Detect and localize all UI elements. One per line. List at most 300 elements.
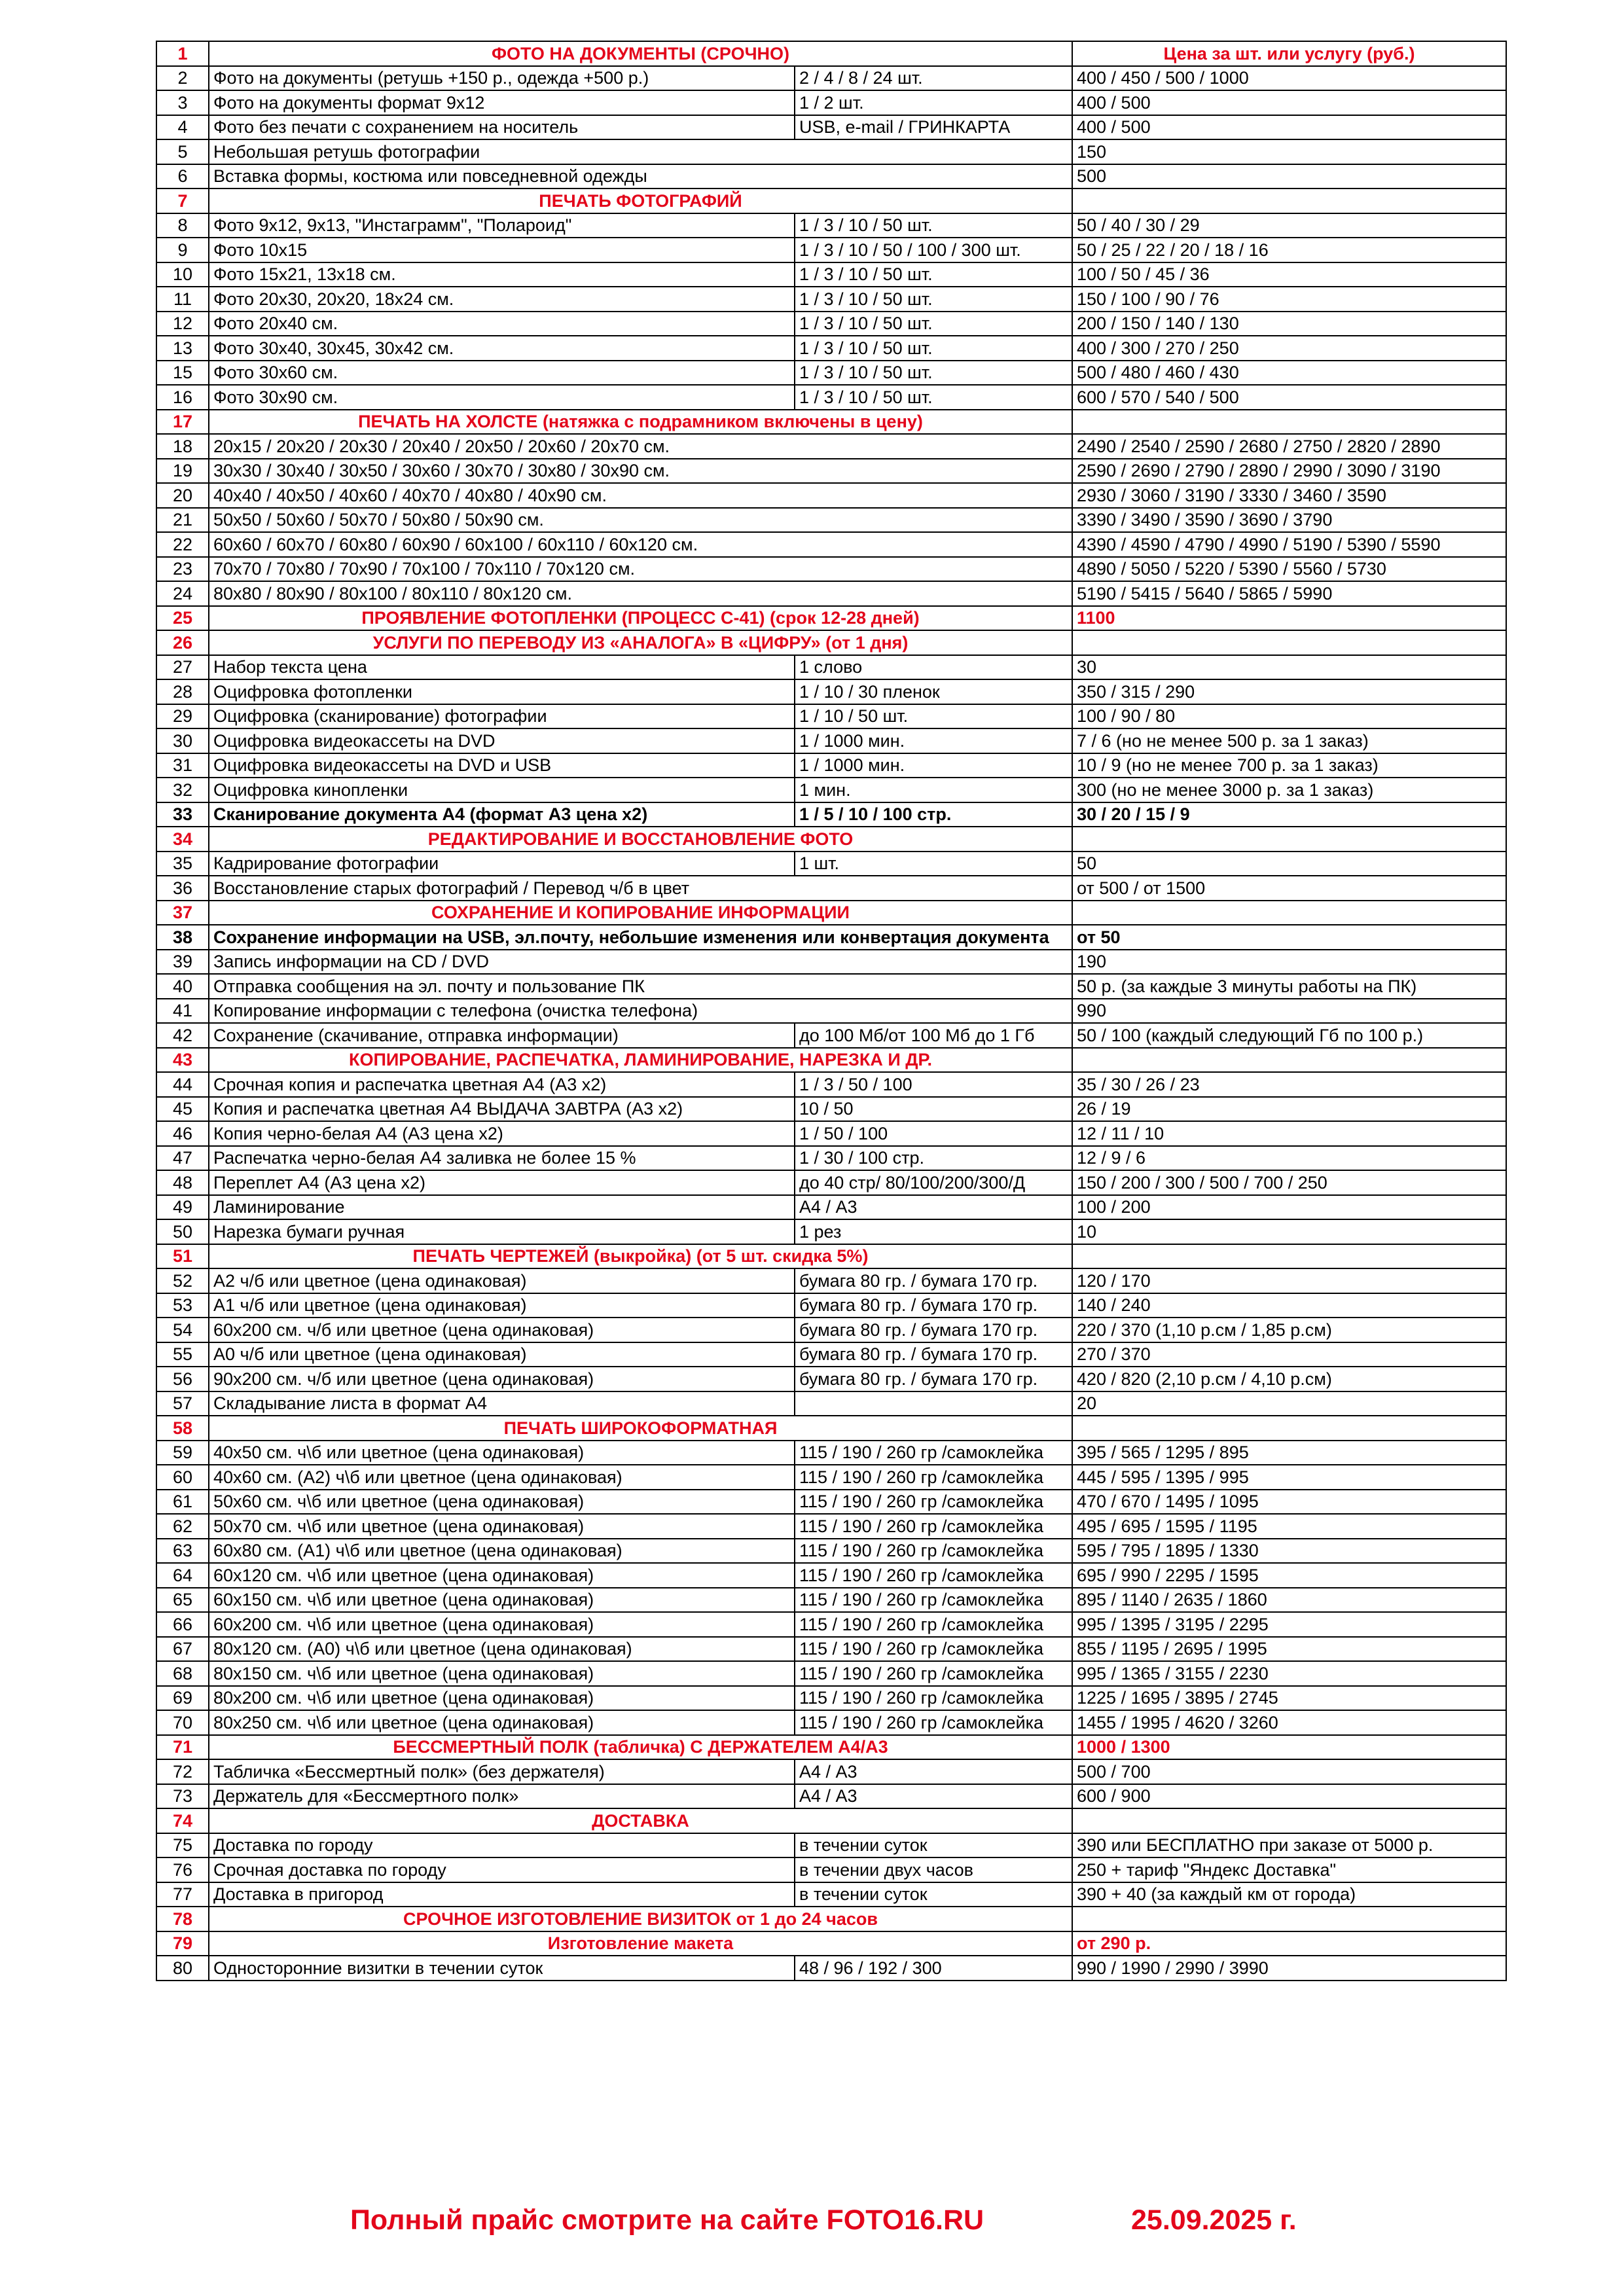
table-row	[156, 287, 1506, 312]
table-row	[156, 557, 1506, 582]
table-row	[156, 778, 1506, 802]
service-name: Доставка по городу	[209, 1833, 795, 1858]
service-price: 10	[1072, 1219, 1506, 1244]
service-price: 50	[1072, 852, 1506, 876]
service-name: Восстановление старых фотографий / Перевод ч/б в цвет	[209, 876, 1072, 901]
service-quantity: 1 мин.	[795, 778, 1072, 802]
table-row	[156, 1465, 1506, 1490]
row-number: 18	[156, 434, 209, 459]
service-quantity: 1 / 50 / 100	[795, 1121, 1072, 1146]
table-row	[156, 1268, 1506, 1293]
service-quantity: 115 / 190 / 260 гр /самоклейка	[795, 1490, 1072, 1515]
service-name: Односторонние визитки в течении суток	[209, 1956, 795, 1981]
service-quantity: 1 / 2 шт.	[795, 90, 1072, 115]
section-price	[1072, 410, 1506, 435]
service-name: Фото 30х40, 30х45, 30х42 см.	[209, 336, 795, 361]
row-number: 15	[156, 361, 209, 386]
service-price: 445 / 595 / 1395 / 995	[1072, 1465, 1506, 1490]
row-number: 48	[156, 1170, 209, 1195]
service-name: 70х70 / 70х80 / 70х90 / 70х100 / 70х110 / 70х120 см.	[209, 557, 1072, 582]
section-title: РЕДАКТИРОВАНИЕ И ВОССТАНОВЛЕНИЕ ФОТО	[209, 827, 1072, 852]
service-price: 50 / 25 / 22 / 20 / 18 / 16	[1072, 238, 1506, 262]
row-number: 54	[156, 1318, 209, 1342]
price-table	[156, 41, 1507, 1981]
service-price: от 500 / от 1500	[1072, 876, 1506, 901]
row-number: 49	[156, 1195, 209, 1220]
row-number: 75	[156, 1833, 209, 1858]
section-title: БЕССМЕРТНЫЙ ПОЛК (табличка) С ДЕРЖАТЕЛЕМ А4/А3	[209, 1735, 1072, 1760]
service-name: Сканирование документа А4 (формат А3 цена х2)	[209, 802, 795, 827]
row-number: 57	[156, 1391, 209, 1416]
service-price: 1225 / 1695 / 3895 / 2745	[1072, 1686, 1506, 1711]
table-row	[156, 1686, 1506, 1711]
section-header-row	[156, 606, 1506, 631]
row-number: 61	[156, 1490, 209, 1515]
service-name: Копирование информации с телефона (очистка телефона)	[209, 999, 1072, 1024]
table-row	[156, 336, 1506, 361]
section-title: ПРОЯВЛЕНИЕ ФОТОПЛЕНКИ (ПРОЦЕСС С-41) (срок 12-28 дней)	[209, 606, 1072, 631]
row-number: 22	[156, 532, 209, 557]
service-name: Запись информации на CD / DVD	[209, 950, 1072, 975]
service-price: 120 / 170	[1072, 1268, 1506, 1293]
service-name: Фото на документы (ретушь +150 р., одежда +500 р.)	[209, 66, 795, 91]
row-number: 40	[156, 974, 209, 999]
service-quantity: 48 / 96 / 192 / 300	[795, 1956, 1072, 1981]
table-row	[156, 1612, 1506, 1637]
service-name: 20х15 / 20х20 / 20х30 / 20х40 / 20х50 / 20х60 / 20х70 см.	[209, 434, 1072, 459]
row-number: 1	[156, 41, 209, 66]
section-title: ФОТО НА ДОКУМЕНТЫ (СРОЧНО)	[209, 41, 1072, 66]
row-number: 28	[156, 679, 209, 704]
row-number: 51	[156, 1244, 209, 1269]
service-quantity: 1 / 1000 мин.	[795, 753, 1072, 778]
service-price: 50 / 100 (каждый следующий Гб по 100 р.)	[1072, 1023, 1506, 1048]
table-row	[156, 1759, 1506, 1784]
row-number: 69	[156, 1686, 209, 1711]
row-number: 64	[156, 1563, 209, 1588]
service-name: Копия и распечатка цветная А4 ВЫДАЧА ЗАВТРА (А3 х2)	[209, 1097, 795, 1122]
service-price: 10 / 9 (но не менее 700 р. за 1 заказ)	[1072, 753, 1506, 778]
service-name: 50х50 / 50х60 / 50х70 / 50х80 / 50х90 см.	[209, 508, 1072, 533]
service-price: 500 / 700	[1072, 1759, 1506, 1784]
row-number: 76	[156, 1857, 209, 1882]
service-quantity: 115 / 190 / 260 гр /самоклейка	[795, 1588, 1072, 1613]
service-price: 500 / 480 / 460 / 430	[1072, 361, 1506, 386]
service-price: 20	[1072, 1391, 1506, 1416]
row-number: 59	[156, 1441, 209, 1465]
service-quantity: бумага 80 гр. / бумага 170 гр.	[795, 1367, 1072, 1391]
footer-website-note: Полный прайс смотрите на сайте FOTO16.RU	[350, 2204, 984, 2236]
table-row	[156, 213, 1506, 238]
service-name: Фото 20х30, 20х20, 18х24 см.	[209, 287, 795, 312]
service-quantity: 115 / 190 / 260 гр /самоклейка	[795, 1710, 1072, 1735]
row-number: 60	[156, 1465, 209, 1490]
row-number: 27	[156, 655, 209, 680]
service-quantity: 1 / 1000 мин.	[795, 728, 1072, 753]
service-name: 60х200 см. ч\б или цветное (цена одинаковая)	[209, 1612, 795, 1637]
table-row	[156, 1882, 1506, 1907]
row-number: 38	[156, 925, 209, 950]
section-price: от 290 р.	[1072, 1931, 1506, 1956]
row-number: 80	[156, 1956, 209, 1981]
row-number: 9	[156, 238, 209, 262]
row-number: 41	[156, 999, 209, 1024]
row-number: 67	[156, 1637, 209, 1662]
row-number: 70	[156, 1710, 209, 1735]
table-row	[156, 532, 1506, 557]
table-row	[156, 1710, 1506, 1735]
section-title: ПЕЧАТЬ НА ХОЛСТЕ (натяжка с подрамником включены в цену)	[209, 410, 1072, 435]
service-name: Небольшая ретушь фотографии	[209, 139, 1072, 164]
service-name: Срочная доставка по городу	[209, 1857, 795, 1882]
table-row	[156, 164, 1506, 189]
service-price: 400 / 500	[1072, 115, 1506, 140]
service-price: 300 (но не менее 3000 р. за 1 заказ)	[1072, 778, 1506, 802]
service-price: 4890 / 5050 / 5220 / 5390 / 5560 / 5730	[1072, 557, 1506, 582]
table-row	[156, 1293, 1506, 1318]
table-row	[156, 1857, 1506, 1882]
row-number: 66	[156, 1612, 209, 1637]
row-number: 23	[156, 557, 209, 582]
service-quantity: 115 / 190 / 260 гр /самоклейка	[795, 1441, 1072, 1465]
service-name: Оцифровка (сканирование) фотографии	[209, 704, 795, 729]
service-name: А2 ч/б или цветное (цена одинаковая)	[209, 1268, 795, 1293]
section-header-row	[156, 410, 1506, 435]
service-price: 12 / 9 / 6	[1072, 1146, 1506, 1171]
table-row	[156, 679, 1506, 704]
table-row	[156, 1661, 1506, 1686]
service-price: 50 / 40 / 30 / 29	[1072, 213, 1506, 238]
service-price: 30	[1072, 655, 1506, 680]
table-row	[156, 262, 1506, 287]
row-number: 58	[156, 1416, 209, 1441]
service-name: 40х60 см. (А2) ч\б или цветное (цена одинаковая)	[209, 1465, 795, 1490]
row-number: 63	[156, 1539, 209, 1564]
service-name: 60х80 см. (А1) ч\б или цветное (цена одинаковая)	[209, 1539, 795, 1564]
section-header-row	[156, 188, 1506, 213]
row-number: 7	[156, 188, 209, 213]
section-header-row	[156, 1244, 1506, 1269]
service-quantity: 1 / 3 / 10 / 50 шт.	[795, 213, 1072, 238]
price-table-body	[156, 41, 1506, 1981]
service-name: 40х40 / 40х50 / 40х60 / 40х70 / 40х80 / 40х90 см.	[209, 483, 1072, 508]
service-quantity: А4 / А3	[795, 1195, 1072, 1220]
section-header-row	[156, 1808, 1506, 1833]
service-quantity: 1 / 3 / 10 / 50 шт.	[795, 262, 1072, 287]
service-price: от 50	[1072, 925, 1506, 950]
service-price: 250 + тариф "Яндекс Доставка"	[1072, 1857, 1506, 1882]
service-quantity: 115 / 190 / 260 гр /самоклейка	[795, 1686, 1072, 1711]
service-price: 190	[1072, 950, 1506, 975]
table-row	[156, 1318, 1506, 1342]
table-row	[156, 1195, 1506, 1220]
service-name: Сохранение информации на USB, эл.почту, небольшие изменения или конвертация документа	[209, 925, 1072, 950]
row-number: 31	[156, 753, 209, 778]
row-number: 42	[156, 1023, 209, 1048]
row-number: 4	[156, 115, 209, 140]
section-title: КОПИРОВАНИЕ, РАСПЕЧАТКА, ЛАМИНИРОВАНИЕ, НАРЕЗКА И ДР.	[209, 1048, 1072, 1073]
row-number: 55	[156, 1342, 209, 1367]
table-row	[156, 581, 1506, 606]
service-quantity: до 100 Мб/от 100 Мб до 1 Гб	[795, 1023, 1072, 1048]
section-title: СОХРАНЕНИЕ И КОПИРОВАНИЕ ИНФОРМАЦИИ	[209, 901, 1072, 925]
table-row	[156, 728, 1506, 753]
table-row	[156, 1588, 1506, 1613]
section-title: ДОСТАВКА	[209, 1808, 1072, 1833]
service-price: 4390 / 4590 / 4790 / 4990 / 5190 / 5390 / 5590	[1072, 532, 1506, 557]
table-row	[156, 1563, 1506, 1588]
service-price: 150	[1072, 139, 1506, 164]
service-price: 2930 / 3060 / 3190 / 3330 / 3460 / 3590	[1072, 483, 1506, 508]
service-quantity: 1 / 3 / 10 / 50 шт.	[795, 361, 1072, 386]
service-price: 400 / 300 / 270 / 250	[1072, 336, 1506, 361]
row-number: 30	[156, 728, 209, 753]
section-price	[1072, 188, 1506, 213]
service-price: 100 / 200	[1072, 1195, 1506, 1220]
service-name: Сохранение (скачивание, отправка информации)	[209, 1023, 795, 1048]
service-quantity: А4 / А3	[795, 1759, 1072, 1784]
service-quantity: в течении двух часов	[795, 1857, 1072, 1882]
service-price: 100 / 90 / 80	[1072, 704, 1506, 729]
row-number: 20	[156, 483, 209, 508]
row-number: 56	[156, 1367, 209, 1391]
service-name: Набор текста цена	[209, 655, 795, 680]
section-header-row	[156, 1416, 1506, 1441]
service-price: 695 / 990 / 2295 / 1595	[1072, 1563, 1506, 1588]
row-number: 62	[156, 1514, 209, 1539]
row-number: 52	[156, 1268, 209, 1293]
table-row	[156, 434, 1506, 459]
service-price: 50 р. (за каждые 3 минуты работы на ПК)	[1072, 974, 1506, 999]
section-price	[1072, 630, 1506, 655]
service-price: 350 / 315 / 290	[1072, 679, 1506, 704]
row-number: 11	[156, 287, 209, 312]
service-price: 400 / 450 / 500 / 1000	[1072, 66, 1506, 91]
service-name: Оцифровка видеокассеты на DVD и USB	[209, 753, 795, 778]
service-name: Оцифровка фотопленки	[209, 679, 795, 704]
row-number: 19	[156, 459, 209, 484]
table-row	[156, 655, 1506, 680]
service-quantity: 115 / 190 / 260 гр /самоклейка	[795, 1612, 1072, 1637]
service-name: 50х60 см. ч\б или цветное (цена одинаковая)	[209, 1490, 795, 1515]
table-row	[156, 508, 1506, 533]
service-price: 595 / 795 / 1895 / 1330	[1072, 1539, 1506, 1564]
service-name: Складывание листа в формат А4	[209, 1391, 795, 1416]
table-row	[156, 950, 1506, 975]
service-quantity: 1 / 10 / 50 шт.	[795, 704, 1072, 729]
service-name: Оцифровка кинопленки	[209, 778, 795, 802]
service-name: 80х150 см. ч\б или цветное (цена одинаковая)	[209, 1661, 795, 1686]
table-row	[156, 459, 1506, 484]
table-row	[156, 753, 1506, 778]
service-name: Ламинирование	[209, 1195, 795, 1220]
service-quantity: 1 / 5 / 10 / 100 стр.	[795, 802, 1072, 827]
service-quantity: 1 слово	[795, 655, 1072, 680]
section-header-row	[156, 1907, 1506, 1931]
row-number: 72	[156, 1759, 209, 1784]
service-price: 470 / 670 / 1495 / 1095	[1072, 1490, 1506, 1515]
section-price	[1072, 901, 1506, 925]
row-number: 37	[156, 901, 209, 925]
section-price	[1072, 827, 1506, 852]
service-quantity: в течении суток	[795, 1833, 1072, 1858]
table-row	[156, 66, 1506, 91]
row-number: 43	[156, 1048, 209, 1073]
service-price: 990 / 1990 / 2990 / 3990	[1072, 1956, 1506, 1981]
section-title: ПЕЧАТЬ ФОТОГРАФИЙ	[209, 188, 1072, 213]
service-price: 2590 / 2690 / 2790 / 2890 / 2990 / 3090 / 3190	[1072, 459, 1506, 484]
service-quantity: 2 / 4 / 8 / 24 шт.	[795, 66, 1072, 91]
row-number: 32	[156, 778, 209, 802]
section-price	[1072, 1907, 1506, 1931]
service-name: 50х70 см. ч\б или цветное (цена одинаковая)	[209, 1514, 795, 1539]
table-row	[156, 876, 1506, 901]
row-number: 8	[156, 213, 209, 238]
row-number: 6	[156, 164, 209, 189]
service-price: 140 / 240	[1072, 1293, 1506, 1318]
service-price: 995 / 1395 / 3195 / 2295	[1072, 1612, 1506, 1637]
service-price: 220 / 370 (1,10 р.см / 1,85 р.см)	[1072, 1318, 1506, 1342]
service-name: Фото 30х90 см.	[209, 385, 795, 410]
service-quantity: бумага 80 гр. / бумага 170 гр.	[795, 1342, 1072, 1367]
service-name: 60х150 см. ч\б или цветное (цена одинаковая)	[209, 1588, 795, 1613]
table-row	[156, 1956, 1506, 1981]
service-price: 855 / 1195 / 2695 / 1995	[1072, 1637, 1506, 1662]
table-row	[156, 1490, 1506, 1515]
service-quantity: 1 / 3 / 10 / 50 шт.	[795, 336, 1072, 361]
service-quantity: 115 / 190 / 260 гр /самоклейка	[795, 1637, 1072, 1662]
table-row	[156, 704, 1506, 729]
service-name: 40х50 см. ч\б или цветное (цена одинаковая)	[209, 1441, 795, 1465]
row-number: 39	[156, 950, 209, 975]
service-name: Фото 9х12, 9х13, "Инстаграмм", "Полароид"	[209, 213, 795, 238]
row-number: 35	[156, 852, 209, 876]
service-name: Копия черно-белая А4 (А3 цена х2)	[209, 1121, 795, 1146]
row-number: 26	[156, 630, 209, 655]
service-price: 600 / 900	[1072, 1784, 1506, 1809]
service-price: 7 / 6 (но не менее 500 р. за 1 заказ)	[1072, 728, 1506, 753]
service-quantity: А4 / А3	[795, 1784, 1072, 1809]
section-header-row	[156, 1931, 1506, 1956]
table-row	[156, 925, 1506, 950]
section-header-row	[156, 1048, 1506, 1073]
table-row	[156, 999, 1506, 1024]
service-quantity: бумага 80 гр. / бумага 170 гр.	[795, 1293, 1072, 1318]
row-number: 47	[156, 1146, 209, 1171]
row-number: 21	[156, 508, 209, 533]
section-price	[1072, 1416, 1506, 1441]
row-number: 12	[156, 312, 209, 336]
row-number: 77	[156, 1882, 209, 1907]
section-title: ПЕЧАТЬ ШИРОКОФОРМАТНАЯ	[209, 1416, 1072, 1441]
row-number: 17	[156, 410, 209, 435]
service-name: Распечатка черно-белая А4 заливка не более 15 %	[209, 1146, 795, 1171]
section-price	[1072, 1048, 1506, 1073]
row-number: 78	[156, 1907, 209, 1931]
table-row	[156, 1121, 1506, 1146]
service-name: 60х60 / 60х70 / 60х80 / 60х90 / 60х100 / 60х110 / 60х120 см.	[209, 532, 1072, 557]
section-header-row	[156, 827, 1506, 852]
service-name: Фото 15х21, 13х18 см.	[209, 262, 795, 287]
footer-date: 25.09.2025 г.	[1131, 2204, 1297, 2236]
service-quantity: 115 / 190 / 260 гр /самоклейка	[795, 1514, 1072, 1539]
service-quantity: 115 / 190 / 260 гр /самоклейка	[795, 1661, 1072, 1686]
table-row	[156, 852, 1506, 876]
row-number: 46	[156, 1121, 209, 1146]
table-row	[156, 361, 1506, 386]
table-row	[156, 1023, 1506, 1048]
row-number: 24	[156, 581, 209, 606]
section-title: ПЕЧАТЬ ЧЕРТЕЖЕЙ (выкройка) (от 5 шт. скидка 5%)	[209, 1244, 1072, 1269]
service-price: 390 или БЕСПЛАТНО при заказе от 5000 р.	[1072, 1833, 1506, 1858]
row-number: 50	[156, 1219, 209, 1244]
service-name: Нарезка бумаги ручная	[209, 1219, 795, 1244]
table-row	[156, 90, 1506, 115]
service-quantity: 10 / 50	[795, 1097, 1072, 1122]
table-row	[156, 1637, 1506, 1662]
table-row	[156, 974, 1506, 999]
service-price: 390 + 40 (за каждый км от города)	[1072, 1882, 1506, 1907]
section-title: СРОЧНОЕ ИЗГОТОВЛЕНИЕ ВИЗИТОК от 1 до 24 часов	[209, 1907, 1072, 1931]
row-number: 44	[156, 1072, 209, 1097]
table-row	[156, 1097, 1506, 1122]
table-row	[156, 1342, 1506, 1367]
table-row	[156, 139, 1506, 164]
service-quantity: 1 / 3 / 10 / 50 шт.	[795, 385, 1072, 410]
table-row	[156, 1219, 1506, 1244]
service-quantity: 1 / 3 / 10 / 50 / 100 / 300 шт.	[795, 238, 1072, 262]
service-name: А0 ч/б или цветное (цена одинаковая)	[209, 1342, 795, 1367]
service-name: А1 ч/б или цветное (цена одинаковая)	[209, 1293, 795, 1318]
service-price: 600 / 570 / 540 / 500	[1072, 385, 1506, 410]
price-column-header: Цена за шт. или услугу (руб.)	[1072, 41, 1506, 66]
row-number: 3	[156, 90, 209, 115]
service-quantity: 1 / 3 / 10 / 50 шт.	[795, 312, 1072, 336]
service-name: Фото 20х40 см.	[209, 312, 795, 336]
section-price	[1072, 1808, 1506, 1833]
service-name: Вставка формы, костюма или повседневной одежды	[209, 164, 1072, 189]
row-number: 53	[156, 1293, 209, 1318]
service-name: 30х30 / 30х40 / 30х50 / 30х60 / 30х70 / 30х80 / 30х90 см.	[209, 459, 1072, 484]
service-name: Фото 30х60 см.	[209, 361, 795, 386]
service-price: 995 / 1365 / 3155 / 2230	[1072, 1661, 1506, 1686]
service-price: 270 / 370	[1072, 1342, 1506, 1367]
service-price: 26 / 19	[1072, 1097, 1506, 1122]
service-price: 3390 / 3490 / 3590 / 3690 / 3790	[1072, 508, 1506, 533]
service-quantity: бумага 80 гр. / бумага 170 гр.	[795, 1318, 1072, 1342]
service-quantity: 1 / 3 / 10 / 50 шт.	[795, 287, 1072, 312]
service-name: 80х80 / 80х90 / 80х100 / 80х110 / 80х120 см.	[209, 581, 1072, 606]
table-row	[156, 1539, 1506, 1564]
service-quantity: 1 шт.	[795, 852, 1072, 876]
section-header-row	[156, 630, 1506, 655]
row-number: 71	[156, 1735, 209, 1760]
table-row	[156, 312, 1506, 336]
service-quantity: 1 рез	[795, 1219, 1072, 1244]
service-quantity: 1 / 10 / 30 пленок	[795, 679, 1072, 704]
row-number: 45	[156, 1097, 209, 1122]
row-number: 74	[156, 1808, 209, 1833]
table-row	[156, 483, 1506, 508]
table-row	[156, 1514, 1506, 1539]
service-name: 90х200 см. ч/б или цветное (цена одинаковая)	[209, 1367, 795, 1391]
service-price: 495 / 695 / 1595 / 1195	[1072, 1514, 1506, 1539]
table-row	[156, 1784, 1506, 1809]
row-number: 68	[156, 1661, 209, 1686]
row-number: 25	[156, 606, 209, 631]
section-header-row	[156, 901, 1506, 925]
service-name: Фото без печати с сохранением на носитель	[209, 115, 795, 140]
